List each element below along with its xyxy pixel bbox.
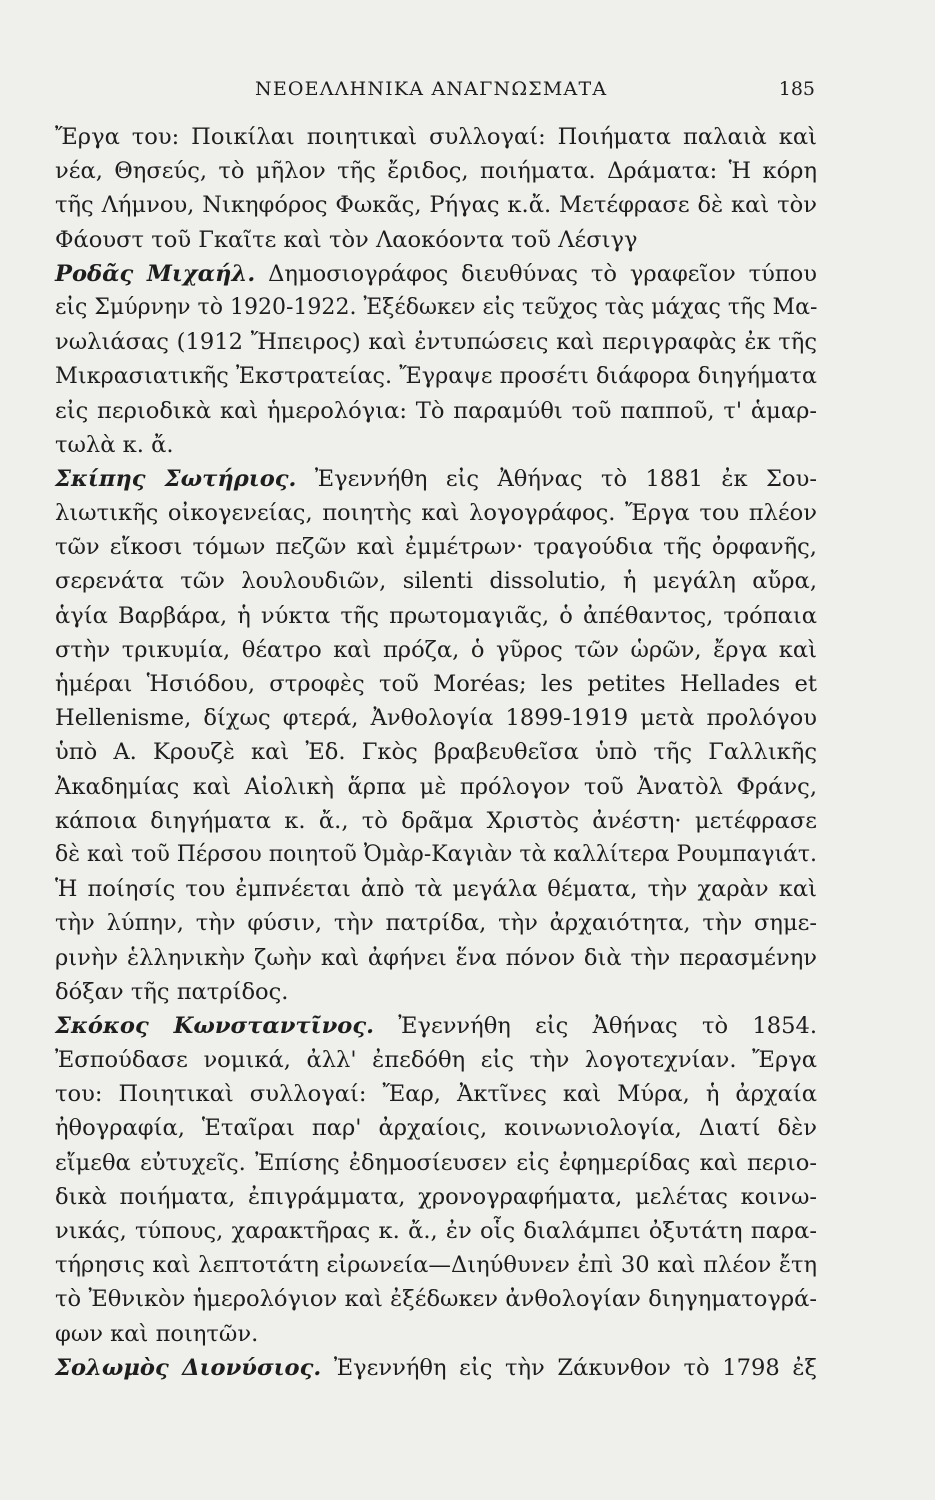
line-text: Ἐγεννήθη εἰς Ἀθήνας τὸ 1881 ἐκ Σου-	[296, 465, 817, 492]
text-line	[55, 599, 817, 633]
text-line	[55, 394, 817, 428]
text-line	[55, 325, 817, 359]
text-line	[55, 1317, 817, 1351]
text-line	[55, 633, 817, 667]
line-text: Δημοσιογράφος διευθύνας τὸ γραφεῖον τύπου	[255, 260, 817, 287]
line-text: Ἀκαδημίας καὶ Αἰολικὴ ἅρπα μὲ πρόλογον τοῦ Ἀνατὸλ Φράνς,	[55, 773, 817, 800]
line-text: νωλιάσας (1912 Ἤπειρος) καὶ ἐντυπώσεις καὶ περιγραφὰς ἐκ τῆς	[55, 329, 817, 356]
line-text: Ἡ ποίησίς του ἐμπνέεται ἀπὸ τὰ μεγάλα θέματα, τὴν χαρὰν καὶ	[55, 876, 817, 903]
text-line	[55, 188, 817, 222]
text-line	[55, 1009, 817, 1043]
line-text: τωλὰ κ. ἄ.	[55, 431, 174, 458]
line-text: δικὰ ποιήματα, ἐπιγράμματα, χρονογραφήματα, μελέτας κοινω-	[55, 1183, 817, 1210]
line-text: δὲ καὶ τοῦ Πέρσου ποιητοῦ Ὀμὰρ-Καγιὰν τὰ καλλίτερα Ρουμπαγιάτ.	[55, 841, 818, 867]
line-text: νικάς, τύπους, χαρακτῆρας κ. ἄ., ἐν οἷς διαλάμπει ὀξυτάτη παρα-	[55, 1218, 817, 1244]
line-text: ἁγία Βαρβάρα, ἡ νύκτα τῆς πρωτομαγιᾶς, ὁ ἀπέθαντος, τρόπαια	[55, 602, 817, 629]
line-text: ἠθογραφία, Ἑταῖραι παρ' ἀρχαίοις, κοινωνιολογία, Διατί δὲν	[55, 1115, 817, 1142]
line-text: σερενάτα τῶν λουλουδιῶν, silenti dissolutio, ἡ μεγάλη αὔρα,	[55, 568, 817, 595]
page-number: 185	[778, 78, 815, 100]
text-line	[55, 701, 817, 735]
text-line	[55, 1351, 817, 1385]
line-text: του: Ποιητικαὶ συλλογαί: Ἔαρ, Ἀκτῖνες καὶ Μύρα, ἡ ἀρχαία	[55, 1081, 817, 1108]
line-text: Ἐγεννήθη εἰς Ἀθήνας τὸ 1854.	[373, 1012, 817, 1039]
entry-name: Ροδᾶς Μιχαήλ.	[55, 260, 256, 287]
text-line	[55, 906, 817, 940]
line-text: τήρησις καὶ λεπτοτάτη εἰρωνεία—Διηύθυνεν ἐπὶ 30 καὶ πλέον ἔτη	[55, 1252, 817, 1279]
text-line	[55, 1111, 817, 1145]
line-text: τὴν λύπην, τὴν φύσιν, τὴν πατρίδα, τὴν ἀρχαιότητα, τὴν σημε-	[55, 910, 817, 937]
line-text: εἰς Σμύρνην τὸ 1920-1922. Ἐξέδωκεν εἰς τεῦχος τὰς μάχας τῆς Μα-	[55, 294, 818, 320]
line-text: Ἐγεννήθη εἰς τὴν Ζάκυνθον τὸ 1798 ἐξ	[321, 1354, 817, 1381]
text-line	[55, 667, 817, 701]
text-line	[55, 1043, 817, 1077]
line-text: ὑπὸ Α. Κρουζὲ καὶ Ἐδ. Γκὸς βραβευθεῖσα ὑπὸ τῆς Γαλλικῆς	[55, 739, 817, 766]
text-line	[55, 770, 817, 804]
line-text: στὴν τρικυμία, θέατρο καὶ πρόζα, ὁ γῦρος τῶν ὡρῶν, ἔργα καὶ	[55, 636, 817, 663]
text-line	[55, 1282, 817, 1316]
text-line	[55, 838, 817, 872]
text-line	[55, 257, 817, 291]
line-text: εἴμεθα εὐτυχεῖς. Ἐπίσης ἐδημοσίευσεν εἰς ἐφημερίδας καὶ περιο-	[55, 1149, 817, 1176]
text-line	[55, 223, 817, 257]
line-text: κάποια διηγήματα κ. ἄ., τὸ δρᾶμα Χριστὸς ἀνέστη· μετέφρασε	[55, 807, 817, 834]
text-line	[55, 1214, 817, 1248]
text-line	[55, 975, 817, 1009]
page-header	[55, 78, 815, 108]
text-line	[55, 735, 817, 769]
line-text: ρινὴν ἑλληνικὴν ζωὴν καὶ ἀφήνει ἕνα πόνον διὰ τὴν περασμένην	[55, 944, 817, 971]
line-text: εἰς περιοδικὰ καὶ ἡμερολόγια: Τὸ παραμύθι τοῦ παπποῦ, τ' ἁμαρ-	[55, 397, 817, 424]
line-text: φων καὶ ποιητῶν.	[55, 1320, 259, 1347]
page-body	[55, 120, 817, 1385]
text-line	[55, 154, 817, 188]
text-line	[55, 1077, 817, 1111]
line-text: Hellenisme, δίχως φτερά, Ἀνθολογία 1899-1919 μετὰ προλόγου	[55, 705, 817, 732]
text-line	[55, 941, 817, 975]
text-line	[55, 530, 817, 564]
text-line	[55, 1248, 817, 1282]
entry-name: Σκίπης Σωτήριος.	[55, 465, 297, 492]
line-text: ἡμέραι Ἡσιόδου, στροφὲς τοῦ Moréas; les petites Hellades et	[55, 671, 817, 697]
text-line	[55, 359, 817, 393]
text-line	[55, 120, 817, 154]
line-text: Φάουστ τοῦ Γκαῖτε καὶ τὸν Λαοκόοντα τοῦ Λέσιγγ	[55, 226, 638, 253]
entry-name: Σκόκος Κωνσταντῖνος.	[55, 1012, 374, 1039]
text-line	[55, 1180, 817, 1214]
line-text: τῶν εἴκοσι τόμων πεζῶν καὶ ἐμμέτρων· τραγούδια τῆς ὀρφανῆς,	[55, 534, 817, 561]
line-text: τῆς Λήμνου, Νικηφόρος Φωκᾶς, Ρήγας κ.ἄ. Μετέφρασε δὲ καὶ τὸν	[55, 192, 817, 219]
text-line	[55, 1146, 817, 1180]
running-head: ΝΕΟΕΛΛΗΝΙΚΑ ΑΝΑΓΝΩΣΜΑΤΑ	[255, 78, 608, 100]
line-text: Μικρασιατικῆς Ἐκστρατείας. Ἔγραψε προσέτι διάφορα διηγήματα	[55, 363, 817, 390]
line-text: λιωτικῆς οἰκογενείας, ποιητὴς καὶ λογογράφος. Ἔργα του πλέον	[55, 500, 817, 527]
line-text: Ἔργα του: Ποικίλαι ποιητικαὶ συλλογαί: Ποιήματα παλαιὰ καὶ	[55, 124, 817, 150]
text-line	[55, 804, 817, 838]
text-line	[55, 428, 817, 462]
text-line	[55, 564, 817, 598]
line-text: Ἐσπούδασε νομικά, ἀλλ' ἐπεδόθη εἰς τὴν λογοτεχνίαν. Ἔργα	[55, 1047, 817, 1074]
entry-name: Σολωμὸς Διονύσιος.	[55, 1354, 322, 1381]
line-text: νέα, Θησεύς, τὸ μῆλον τῆς ἔριδος, ποιήματα. Δράματα: Ἡ κόρη	[55, 158, 817, 185]
line-text: δόξαν τῆς πατρίδος.	[55, 978, 289, 1005]
text-line	[55, 462, 817, 496]
text-line	[55, 496, 817, 530]
text-line	[55, 291, 817, 325]
text-line	[55, 872, 817, 906]
line-text: τὸ Ἐθνικὸν ἡμερολόγιον καὶ ἐξέδωκεν ἀνθολογίαν διηγηματογρά-	[55, 1286, 817, 1313]
